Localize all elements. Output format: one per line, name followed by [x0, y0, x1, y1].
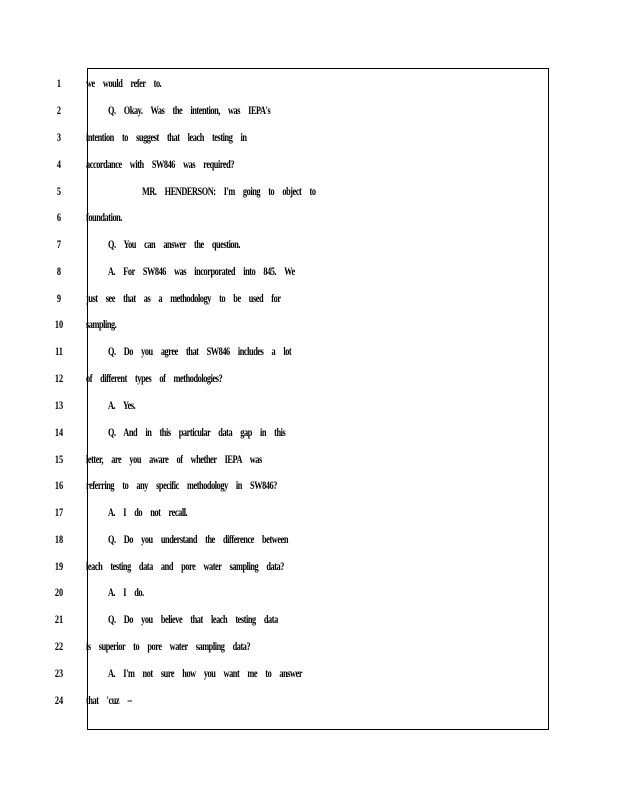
transcript-line: [0, 420, 618, 446]
line-text: Q. And in this particular data gap in this: [108, 427, 286, 439]
line-text: just see that as a methodology to be used for: [86, 293, 281, 305]
transcript-line: [0, 447, 618, 473]
line-number: 5: [56, 186, 62, 198]
transcript-line: [0, 366, 618, 392]
line-number: 10: [54, 319, 64, 331]
transcript-line: [0, 179, 618, 205]
line-number: 7: [56, 239, 62, 251]
transcript-line: [0, 339, 618, 365]
transcript-line: [0, 71, 618, 97]
transcript-line: [0, 607, 618, 633]
line-text: Q. Do you agree that SW846 includes a lot: [108, 346, 292, 358]
line-number: 19: [54, 561, 64, 573]
transcript-line: [0, 473, 618, 499]
line-number: 23: [54, 668, 64, 680]
transcript-line: [0, 554, 618, 580]
line-text: leach testing data and pore water sampling data?: [86, 561, 284, 573]
line-number: 17: [54, 507, 64, 519]
line-text: is superior to pore water sampling data?: [86, 641, 251, 653]
transcript-line: [0, 286, 618, 312]
line-number: 15: [54, 454, 64, 466]
line-number: 1: [56, 78, 62, 90]
line-number: 4: [56, 159, 62, 171]
line-number: 24: [54, 695, 64, 707]
line-text: A. For SW846 was incorporated into 845. We: [108, 266, 295, 278]
line-text: referring to any specific methodology in SW846?: [86, 480, 277, 492]
line-number: 18: [54, 534, 64, 546]
transcript-line: [0, 205, 618, 231]
line-number: 11: [55, 346, 63, 358]
line-text: A. I'm not sure how you want me to answer: [108, 668, 303, 680]
line-text: accordance with SW846 was required?: [86, 159, 235, 171]
line-text: foundation.: [86, 212, 122, 224]
line-number: 3: [56, 132, 62, 144]
transcript-line: [0, 259, 618, 285]
transcript-line: [0, 500, 618, 526]
line-number: 13: [54, 400, 64, 412]
line-number: 12: [54, 373, 64, 385]
line-number: 2: [56, 105, 62, 117]
line-text: Q. You can answer the question.: [108, 239, 240, 251]
line-text: A. I do not recall.: [108, 507, 188, 519]
line-number: 16: [54, 480, 64, 492]
transcript-line: [0, 312, 618, 338]
line-text: Q. Do you believe that leach testing data: [108, 614, 278, 626]
transcript-line: [0, 125, 618, 151]
line-number: 22: [54, 641, 64, 653]
line-number: 20: [54, 587, 64, 599]
transcript-line: [0, 634, 618, 660]
transcript-line: [0, 393, 618, 419]
line-number: 8: [56, 266, 62, 278]
transcript-line: [0, 688, 618, 714]
line-number: 6: [56, 212, 62, 224]
line-text: Q. Okay. Was the intention, was IEPA's: [108, 105, 271, 117]
transcript-line: [0, 580, 618, 606]
line-text: of different types of methodologies?: [86, 373, 223, 385]
line-text: intention to suggest that leach testing in: [86, 132, 247, 144]
transcript-line: [0, 152, 618, 178]
line-text: sampling.: [86, 319, 117, 331]
line-text: that 'cuz --: [86, 695, 132, 707]
line-text: Q. Do you understand the difference between: [108, 534, 288, 546]
line-number: 21: [54, 614, 64, 626]
line-text: letter, are you aware of whether IEPA was: [86, 454, 262, 466]
transcript-line: [0, 98, 618, 124]
transcript-line: [0, 232, 618, 258]
transcript-line: [0, 661, 618, 687]
line-text: MR. HENDERSON: I'm going to object to: [142, 186, 316, 198]
line-number: 9: [56, 293, 62, 305]
transcript-line: [0, 527, 618, 553]
line-text: we would refer to.: [86, 78, 162, 90]
line-number: 14: [54, 427, 64, 439]
line-text: A. Yes.: [108, 400, 136, 412]
line-text: A. I do.: [108, 587, 144, 599]
